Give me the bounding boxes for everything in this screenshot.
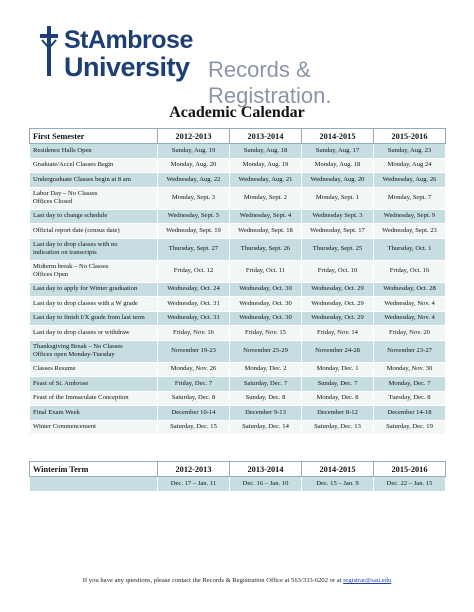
event-date: Saturday, Dec. 13 bbox=[302, 420, 374, 435]
table-row bbox=[30, 173, 446, 188]
column-header-year: 2012-2013 bbox=[158, 129, 230, 144]
event-date: November 23-27 bbox=[374, 340, 446, 362]
column-header-term: First Semester bbox=[30, 129, 158, 144]
event-label: Feast of the Immaculate Conception bbox=[30, 391, 158, 406]
event-date: Friday, Oct. 10 bbox=[302, 260, 374, 282]
table-row bbox=[30, 362, 446, 377]
table-row bbox=[30, 297, 446, 312]
contact-footer bbox=[0, 577, 474, 584]
event-date: Wednesday, Oct. 28 bbox=[374, 282, 446, 297]
winterim-calendar-table bbox=[29, 461, 446, 492]
event-date: Saturday, Dec. 14 bbox=[230, 420, 302, 435]
event-date: December 8-12 bbox=[302, 406, 374, 421]
event-date: November 19-23 bbox=[158, 340, 230, 362]
event-label: Last day to drop classes or withdraw bbox=[30, 326, 158, 341]
event-date: December 9-13 bbox=[230, 406, 302, 421]
table-row bbox=[30, 406, 446, 421]
event-label bbox=[30, 477, 158, 492]
event-date: November 25-29 bbox=[230, 340, 302, 362]
event-date: Dec. 16 – Jan. 10 bbox=[230, 477, 302, 492]
table-row bbox=[30, 282, 446, 297]
event-date: Saturday, Dec. 19 bbox=[374, 420, 446, 435]
event-date: Dec. 17 – Jan. 11 bbox=[158, 477, 230, 492]
event-date: Monday, Aug 24 bbox=[374, 158, 446, 173]
event-date: Monday, Aug. 20 bbox=[158, 158, 230, 173]
event-date: Wednesday, Oct. 31 bbox=[158, 297, 230, 312]
event-label: Last day to drop classes with a W grade bbox=[30, 297, 158, 312]
event-date: Wednesday, Oct. 30 bbox=[230, 297, 302, 312]
event-date: Wednesday, Aug. 21 bbox=[230, 173, 302, 188]
event-date: Dec. 22 – Jan. 15 bbox=[374, 477, 446, 492]
event-date: Wednesday, Oct. 24 bbox=[158, 282, 230, 297]
table-row bbox=[30, 224, 446, 239]
event-date: Monday, Sept. 1 bbox=[302, 187, 374, 209]
table-row bbox=[30, 209, 446, 224]
event-date: Wednesday, Oct. 31 bbox=[158, 311, 230, 326]
registrar-email-link[interactable]: registrar@sau.edu bbox=[343, 577, 392, 584]
event-date: Saturday, Dec. 15 bbox=[158, 420, 230, 435]
event-date: Wednesday, Nov. 4 bbox=[374, 311, 446, 326]
event-date: Wednesday, Sept. 5 bbox=[158, 209, 230, 224]
event-date: Wednesday, Oct. 29 bbox=[302, 297, 374, 312]
column-header-year: 2015-2016 bbox=[374, 129, 446, 144]
event-date: Wednesday, Sept. 23 bbox=[374, 224, 446, 239]
table-row bbox=[30, 340, 446, 362]
university-name-line2: University bbox=[64, 52, 190, 82]
event-date: Monday, Dec. 7 bbox=[374, 377, 446, 392]
event-date: Friday, Dec. 7 bbox=[158, 377, 230, 392]
event-date: Friday, Oct. 11 bbox=[230, 260, 302, 282]
event-date: Wednesday Sept. 3 bbox=[302, 209, 374, 224]
event-date: Sunday, Aug. 17 bbox=[302, 144, 374, 159]
table-row bbox=[30, 158, 446, 173]
event-label: Undergraduate Classes begin at 8 am bbox=[30, 173, 158, 188]
event-label: Thanksgiving Break – No Classes Offices open Monday-Tuesday bbox=[30, 340, 158, 362]
table-row bbox=[30, 420, 446, 435]
table-row bbox=[30, 187, 446, 209]
event-label: Winter Commencement bbox=[30, 420, 158, 435]
event-date: Sunday, Aug. 18 bbox=[230, 144, 302, 159]
university-name-line1: StAmbrose bbox=[64, 26, 193, 54]
event-label: Last day to drop classes with no indication on transcripts bbox=[30, 238, 158, 260]
event-date: Wednesday, Sept. 9 bbox=[374, 209, 446, 224]
event-date: Monday, Sept. 7 bbox=[374, 187, 446, 209]
event-date: Saturday, Dec. 8 bbox=[158, 391, 230, 406]
event-date: Friday, Nov. 15 bbox=[230, 326, 302, 341]
event-date: Wednesday, Aug. 20 bbox=[302, 173, 374, 188]
event-date: Wednesday, Sept. 19 bbox=[158, 224, 230, 239]
event-label: Last day to apply for Winter graduation bbox=[30, 282, 158, 297]
event-date: Wednesday, Oct. 30 bbox=[230, 282, 302, 297]
event-label: Graduate/Accel Classes Begin bbox=[30, 158, 158, 173]
event-date: Friday, Nov. 20 bbox=[374, 326, 446, 341]
event-date: Friday, Nov. 16 bbox=[158, 326, 230, 341]
column-header-year: 2014-2015 bbox=[302, 129, 374, 144]
table-row bbox=[30, 326, 446, 341]
event-date: Wednesday, Sept. 18 bbox=[230, 224, 302, 239]
event-date: December 10-14 bbox=[158, 406, 230, 421]
table-row bbox=[30, 311, 446, 326]
event-date: Sunday, Dec. 7 bbox=[302, 377, 374, 392]
event-label: Feast of St. Ambrose bbox=[30, 377, 158, 392]
table-row bbox=[30, 144, 446, 159]
table-row bbox=[30, 238, 446, 260]
event-date: Monday, Aug. 19 bbox=[230, 158, 302, 173]
table-row bbox=[30, 477, 446, 492]
cross-logo-icon bbox=[40, 26, 58, 76]
event-date: Monday, Dec. 8 bbox=[302, 391, 374, 406]
event-date: Saturday, Dec. 7 bbox=[230, 377, 302, 392]
table-row bbox=[30, 260, 446, 282]
event-date: Friday, Oct. 12 bbox=[158, 260, 230, 282]
event-date: Wednesday, Aug. 22 bbox=[158, 173, 230, 188]
event-date: Sunday, Aug. 19 bbox=[158, 144, 230, 159]
column-header-term: Winterim Term bbox=[30, 462, 158, 477]
event-date: Wednesday, Aug. 26 bbox=[374, 173, 446, 188]
event-label: Final Exam Week bbox=[30, 406, 158, 421]
event-date: Sunday, Aug. 23 bbox=[374, 144, 446, 159]
event-date: Monday, Sept. 3 bbox=[158, 187, 230, 209]
column-header-year: 2012-2013 bbox=[158, 462, 230, 477]
column-header-year: 2013-2014 bbox=[230, 129, 302, 144]
event-date: Monday, Sept. 2 bbox=[230, 187, 302, 209]
event-date: December 14-18 bbox=[374, 406, 446, 421]
event-label: Last day to change schedule bbox=[30, 209, 158, 224]
department-name: Records & Registration. bbox=[208, 57, 332, 108]
event-label: Classes Resume bbox=[30, 362, 158, 377]
table-row bbox=[30, 391, 446, 406]
event-date: Thursday, Sept. 27 bbox=[158, 238, 230, 260]
event-date: Wednesday, Sept. 17 bbox=[302, 224, 374, 239]
table-row bbox=[30, 377, 446, 392]
event-date: Friday, Nov. 14 bbox=[302, 326, 374, 341]
semester-calendar-table bbox=[29, 128, 446, 435]
event-date: Wednesday, Oct. 30 bbox=[230, 311, 302, 326]
event-label: Last day to finish I/X grade from last term bbox=[30, 311, 158, 326]
event-label: Labor Day – No Classes Offices Closed bbox=[30, 187, 158, 209]
event-date: Monday, Aug. 18 bbox=[302, 158, 374, 173]
event-date: Wednesday, Sept. 4 bbox=[230, 209, 302, 224]
university-header bbox=[40, 26, 440, 108]
event-date: Thursday, Sept. 26 bbox=[230, 238, 302, 260]
event-date: Thursday, Oct. 1 bbox=[374, 238, 446, 260]
page-title: Academic Calendar bbox=[169, 104, 305, 121]
event-date: Friday, Oct. 16 bbox=[374, 260, 446, 282]
event-date: Wednesday, Nov. 4 bbox=[374, 297, 446, 312]
event-date: Monday, Dec. 2 bbox=[230, 362, 302, 377]
event-date: November 24-28 bbox=[302, 340, 374, 362]
event-label: Midterm break – No Classes Offices Open bbox=[30, 260, 158, 282]
event-date: Dec. 15 – Jan. 9 bbox=[302, 477, 374, 492]
column-header-year: 2014-2015 bbox=[302, 462, 374, 477]
column-header-year: 2013-2014 bbox=[230, 462, 302, 477]
column-header-year: 2015-2016 bbox=[374, 462, 446, 477]
event-date: Wednesday, Oct. 29 bbox=[302, 282, 374, 297]
event-label: Residence Halls Open bbox=[30, 144, 158, 159]
event-date: Tuesday, Dec. 8 bbox=[374, 391, 446, 406]
event-date: Thursday, Sept. 25 bbox=[302, 238, 374, 260]
footer-text: If you have any questions, please contact the Records & Registration Office at 563/333-6202 or at bbox=[82, 577, 344, 584]
event-date: Monday, Dec. 1 bbox=[302, 362, 374, 377]
event-date: Sunday, Dec. 8 bbox=[230, 391, 302, 406]
event-date: Monday, Nov. 26 bbox=[158, 362, 230, 377]
event-date: Monday, Nov. 30 bbox=[374, 362, 446, 377]
event-label: Official report date (census date) bbox=[30, 224, 158, 239]
event-date: Wednesday, Oct. 29 bbox=[302, 311, 374, 326]
